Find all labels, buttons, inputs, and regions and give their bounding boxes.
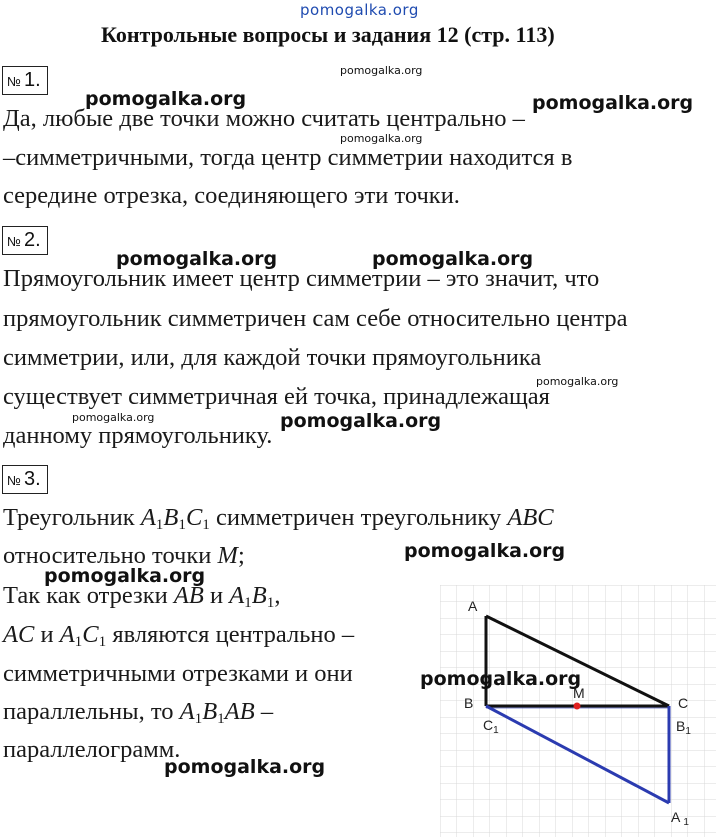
watermark: pomogalka.org	[116, 248, 278, 270]
watermark: pomogalka.org	[372, 248, 534, 270]
watermark: pomogalka.org	[404, 540, 566, 562]
grid-background	[440, 585, 716, 837]
watermark: pomogalka.org	[340, 64, 423, 77]
page-title: Контрольные вопросы и задания 12 (стр. 113)	[101, 22, 555, 47]
label-a1: A $_1$	[671, 809, 689, 828]
label-b1: $B_1$	[676, 718, 691, 737]
site-watermark-top: pomogalka.org	[300, 1, 419, 19]
answer-3-line-5: симметричными отрезками и они	[3, 660, 353, 687]
center-point-m	[574, 703, 581, 710]
answer-3-line-6: параллельны, то $A_1B_1AB$ –	[3, 698, 274, 727]
answer-3-line-7: параллелограмм.	[3, 736, 181, 763]
label-c1: $C_1$	[483, 717, 499, 736]
answer-3-line-1: Треугольник $A_1B_1C_1$ симметричен треугольнику ABC	[3, 504, 554, 533]
answer-2-line-2: прямоугольник симметричен сам себе относительно центра	[3, 305, 628, 332]
watermark: pomogalka.org	[420, 668, 582, 690]
answer-2-line-1: Прямоугольник имеет центр симметрии – это значит, что	[3, 265, 600, 292]
answer-2-line-3: симметрии, или, для каждой точки прямоугольника	[3, 344, 542, 371]
label-a: A	[468, 598, 478, 614]
label-b: B	[464, 695, 474, 711]
answer-1-line-3: середине отрезка, соединяющего эти точки.	[3, 182, 460, 209]
answer-2-line-4: существует симметричная ей точка, принадлежащая	[3, 383, 550, 410]
question-number-3: № 3.	[2, 465, 48, 494]
watermark: pomogalka.org	[44, 565, 206, 587]
answer-1-line-2: –симметричными, тогда центр симметрии находится в	[3, 144, 573, 171]
question-number-2: № 2.	[2, 226, 48, 255]
answer-3-line-4: AC и $A_1C_1$ являются центрально –	[3, 621, 355, 650]
answer-3-line-3: Так как отрезки AB и $A_1B_1$,	[3, 582, 281, 611]
answer-1-line-1: Да, любые две точки можно считать центрально –	[3, 105, 525, 132]
watermark: pomogalka.org	[340, 132, 423, 145]
watermark: pomogalka.org	[280, 410, 442, 432]
question-number-1: № 1.	[2, 66, 48, 95]
label-m: M	[573, 685, 585, 701]
answer-3-line-2: относительно точки M;	[3, 542, 245, 569]
label-c: C	[678, 695, 689, 711]
watermark: pomogalka.org	[164, 756, 326, 778]
symmetry-diagram	[440, 585, 716, 837]
watermark: pomogalka.org	[85, 88, 247, 110]
watermark: pomogalka.org	[532, 92, 694, 114]
answer-2-line-5: данному прямоугольнику.	[3, 422, 273, 449]
watermark: pomogalka.org	[536, 375, 619, 388]
watermark: pomogalka.org	[72, 411, 155, 424]
